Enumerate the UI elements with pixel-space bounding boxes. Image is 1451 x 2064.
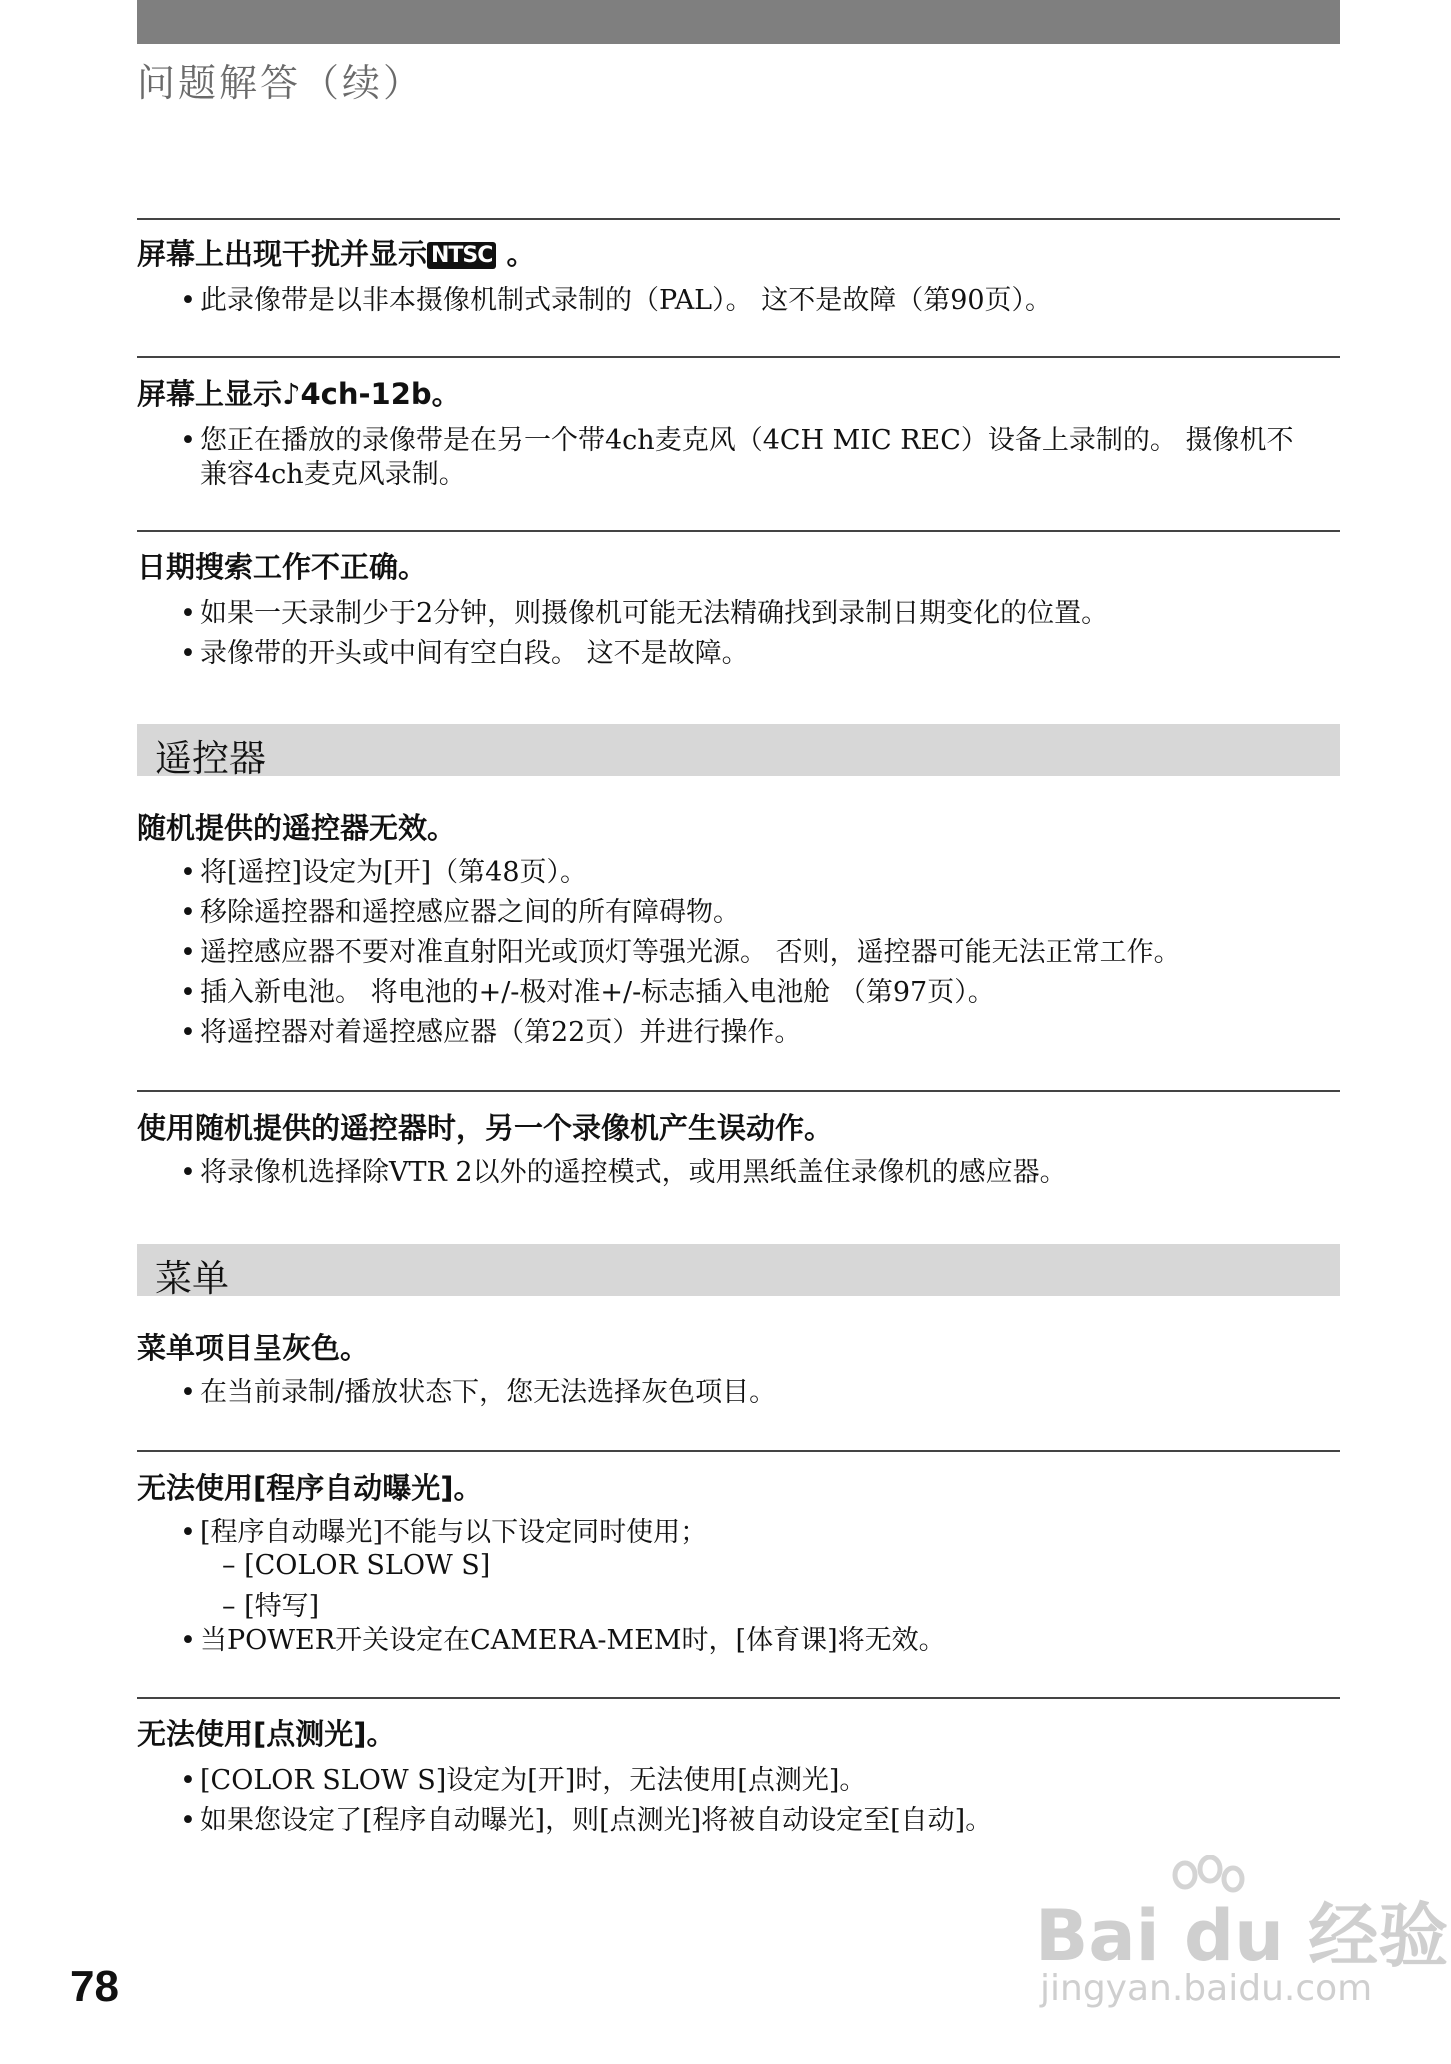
watermark-brand: Bai du 经验 (1035, 1895, 1449, 1977)
question-heading: 无法使用[程序自动曝光]。 (137, 1471, 483, 1505)
divider (137, 1697, 1340, 1699)
sub-item: – [COLOR SLOW S] (222, 1550, 491, 1581)
list-item: • 录像带的开头或中间有空白段。 这不是故障。 (180, 638, 749, 669)
header-bar (137, 0, 1340, 44)
section-header-remote: 遥控器 (137, 724, 1340, 776)
list-item: • 将录像机选择除VTR 2以外的遥控模式，或用黑纸盖住录像机的感应器。 (180, 1157, 1067, 1188)
question-heading: 无法使用[点测光]。 (137, 1717, 396, 1751)
section-header-menu: 菜单 (137, 1244, 1340, 1296)
list-item: • 如果一天录制少于2分钟，则摄像机可能无法精确找到录制日期变化的位置。 (180, 598, 1109, 629)
ntsc-icon: NTSC (427, 242, 496, 269)
list-item: • 如果您设定了[程序自动曝光]，则[点测光]将被自动设定至[自动]。 (180, 1805, 993, 1836)
divider (137, 356, 1340, 358)
divider (137, 1450, 1340, 1452)
list-item: • 将遥控器对着遥控感应器（第22页）并进行操作。 (180, 1017, 802, 1048)
question-heading: 使用随机提供的遥控器时，另一个录像机产生误动作。 (137, 1111, 834, 1145)
watermark-url: jingyan.baidu.com (1040, 1968, 1373, 2009)
list-item: • 在当前录制/播放状态下，您无法选择灰色项目。 (180, 1377, 777, 1408)
divider (137, 1090, 1340, 1092)
list-item: • 将[遥控]设定为[开]（第48页）。 (180, 857, 587, 888)
list-item: • 插入新电池。 将电池的+/-极对准+/-标志插入电池舱 （第97页）。 (180, 977, 995, 1008)
divider (137, 218, 1340, 220)
question-heading: 随机提供的遥控器无效。 (137, 811, 457, 845)
list-item: • [程序自动曝光]不能与以下设定同时使用； (180, 1517, 708, 1548)
list-item: • 移除遥控器和遥控感应器之间的所有障碍物。 (180, 897, 740, 928)
question-heading: 屏幕上显示♪4ch-12b。 (137, 377, 461, 411)
sub-item: – [特写] (222, 1591, 320, 1622)
page-title: 问题解答（续） (137, 61, 425, 105)
question-heading: 屏幕上出现干扰并显示 NTSC 。 (137, 237, 536, 271)
list-item: • 此录像带是以非本摄像机制式录制的（PAL）。 这不是故障（第90页）。 (180, 285, 1053, 316)
list-item: • 遥控感应器不要对准直射阳光或顶灯等强光源。 否则，遥控器可能无法正常工作。 (180, 937, 1181, 968)
list-item: • 您正在播放的录像带是在另一个带4ch麦克风（4CH MIC REC）设备上录制的。 摄像机不兼容4ch麦克风录制。 (180, 425, 1294, 490)
question-heading: 菜单项目呈灰色。 (137, 1331, 370, 1365)
divider (137, 530, 1340, 532)
page-number: 78 (70, 1962, 119, 2011)
list-item: • [COLOR SLOW S]设定为[开]时，无法使用[点测光]。 (180, 1765, 867, 1796)
question-heading: 日期搜索工作不正确。 (137, 550, 428, 584)
list-item: • 当POWER开关设定在CAMERA-MEM时，[体育课]将无效。 (180, 1625, 946, 1656)
